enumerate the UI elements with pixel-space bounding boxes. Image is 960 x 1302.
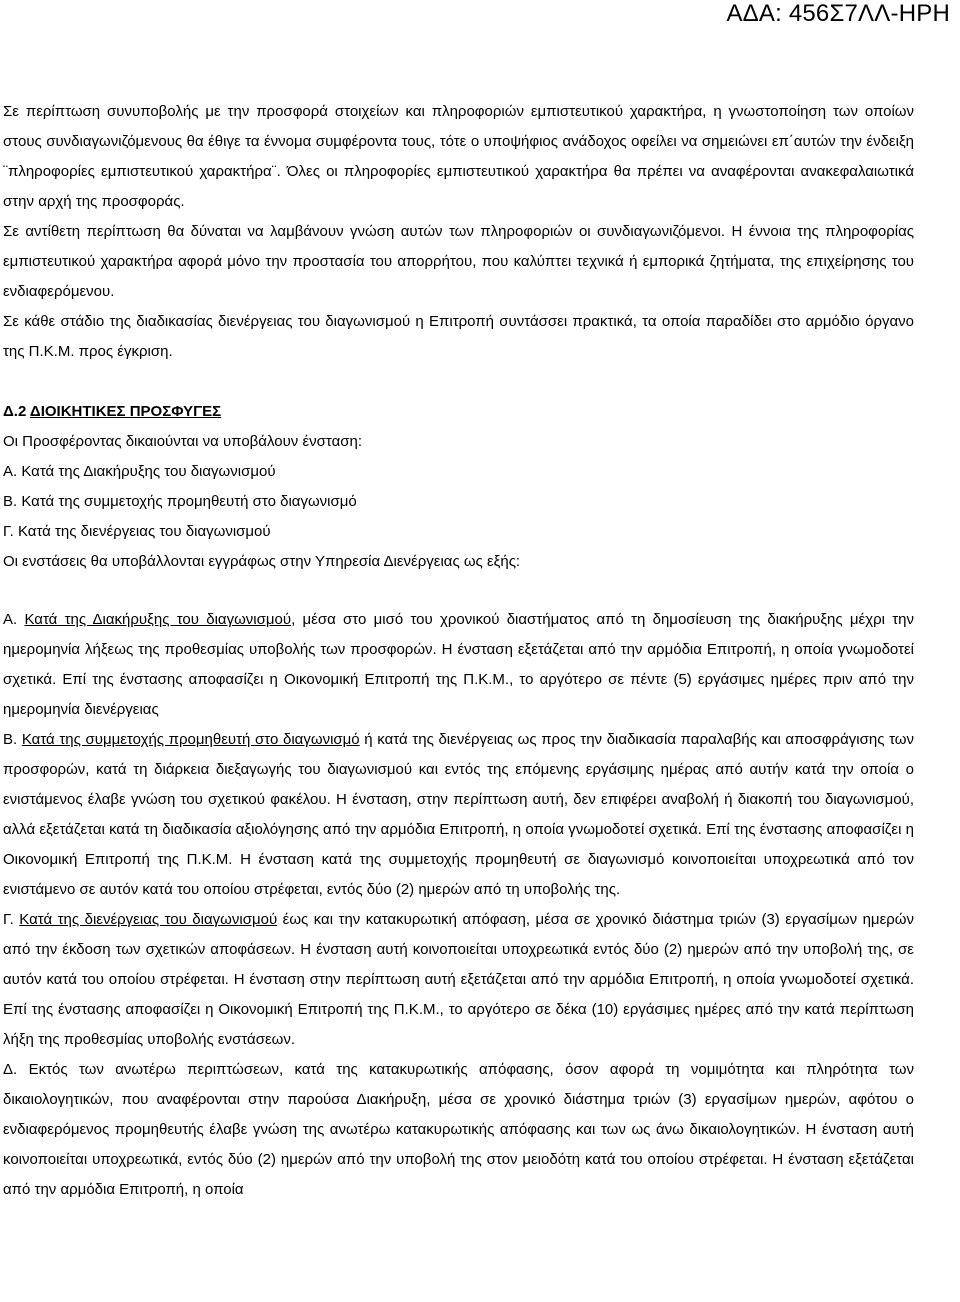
detail-letter: Α. xyxy=(3,611,25,628)
detail-paragraph-b xyxy=(3,725,914,905)
detail-text: ή κατά της διενέργειας ως προς την διαδικασία παραλαβής και αποσφράγισης των προσφορών, κατά τη διάρκεια διεξαγωγής του διαγωνισμού και εντός της επόμενης εργάσιμης ημέρας από αυτήν κατά την οποία ο ενιστάμενος έλαβε γνώση του σχετικού φακέλου. Η ένσταση, στην περίπτωση αυτή, δεν επιφέρει αναβολή ή διακοπή του διαγωνισμού, αλλά εξετάζεται κατά τη διαδικασία αξιολόγησης από την αρμόδια Επιτροπή, η οποία γνωμοδοτεί σχετικά. Επί της ένστασης αποφασίζει η Οικονομική Επιτροπή της Π.Κ.Μ. Η ένσταση κατά της συμμετοχής προμηθευτή σε διαγωνισμό κοινοποιείται υποχρεωτικά από τον ενιστάμενο σε αυτόν κατά του οποίου στρέφεται, εντός δύο (2) ημερών από τη υποβολής της. xyxy=(3,731,914,898)
section-lead: Οι Προσφέροντας δικαιούνται να υποβάλουν ένσταση: xyxy=(3,433,363,450)
detail-letter: Β. xyxy=(3,731,22,748)
detail-underlined: Κατά της συμμετοχής προμηθευτή στο διαγωνισμό xyxy=(21,731,360,748)
section-prefix: Δ.2 xyxy=(3,403,27,420)
detail-letter: Δ. xyxy=(3,1061,29,1078)
section-heading xyxy=(3,397,914,427)
paragraph-confidential: Σε περίπτωση συνυποβολής με την προσφορά στοιχείων και πληροφοριών εμπιστευτικού χαρακτήρα, η γνωστοποίηση των οποίων στους συνδιαγωνιζόμενους θα έθιγε τα έννομα συμφέροντα τους, τότε ο υποψήφιος ανάδοχος οφείλει να σημειώνει επ΄αυτών την ένδειξη ¨πληροφορίες εμπιστευτικού χαρακτήρα¨. Όλες οι πληροφορίες εμπιστευτικού χαρακτήρα θα πρέπει να αναφέρονται ανακεφαλαιωτικά στην αρχή της προσφοράς. xyxy=(3,103,914,210)
detail-underlined: Κατά της διενέργειας του διαγωνισμού xyxy=(19,911,278,928)
ada-header: ΑΔΑ: 456Σ7ΛΛ-ΗΡΗ xyxy=(726,0,950,27)
paragraph-committee-minutes: Σε κάθε στάδιο της διαδικασίας διενέργειας του διαγωνισμού η Επιτροπή συντάσσει πρακτικά, τα οποία παραδίδει στο αρμόδιο όργανο της Π.Κ.Μ. προς έγκριση. xyxy=(3,313,914,360)
detail-text: Εκτός των ανωτέρω περιπτώσεων, κατά της κατακυρωτικής απόφασης, όσον αφορά τη νομιμότητα και πληρότητα των δικαιολογητικών, που αναφέρονται στην παρούσα Διακήρυξη, μέσα σε χρονικό διάστημα τριών (3) εργασίμων ημερών, αφότου ο ενδιαφερόμενος προμηθευτής έλαβε γνώση της ανωτέρω κατακυρωτικής απόφασης και των ως άνω δικαιολογητικών. Η ένσταση αυτή κοινοποιείται υποχρεωτικά, εντός δύο (2) ημερών από την υποβολή της στον μειοδότη κατά του οποίου στρέφεται. Η ένσταση εξετάζεται από την αρμόδια Επιτροπή, η οποία xyxy=(3,1061,915,1198)
objection-item: Γ. Κατά της διενέργειας του διαγωνισμού xyxy=(3,523,271,540)
detail-underlined: Κατά της Διακήρυξης του διαγωνισμού xyxy=(24,611,292,628)
section-closing: Οι ενστάσεις θα υποβάλλονται εγγράφως στην Υπηρεσία Διενέργειας ως εξής: xyxy=(3,553,521,570)
objection-item: Α. Κατά της Διακήρυξης του διαγωνισμού xyxy=(3,463,276,480)
document-body xyxy=(3,97,914,1205)
detail-paragraph-c xyxy=(3,905,914,1055)
detail-paragraph-a xyxy=(3,605,914,725)
detail-text: έως και την κατακυρωτική απόφαση, μέσα σε χρονικό διάστημα τριών (3) εργασίμων ημερών από την έκδοση των σχετικών αποφάσεων. Η ένσταση αυτή κοινοποιείται υποχρεωτικά εντός δύο (2) ημερών από την υποβολή της, σε αυτόν κατά του οποίου στρέφεται. Η ένσταση στην περίπτωση αυτή εξετάζεται από την αρμόδια Επιτροπή, η οποία γνωμοδοτεί σχετικά. Επί της ένστασης αποφασίζει η Οικονομική Επιτροπή της Π.Κ.Μ., το αργότερο σε δέκα (10) εργάσιμες ημέρες από την κατά περίπτωση λήξη της προθεσμίας υποβολής ενστάσεων. xyxy=(3,911,915,1048)
section-title: ΔΙΟΙΚΗΤΙΚΕΣ ΠΡΟΣΦΥΓΕΣ xyxy=(29,403,222,420)
spacer xyxy=(3,367,914,397)
objection-item: Β. Κατά της συμμετοχής προμηθευτή στο διαγωνισμό xyxy=(3,493,357,510)
detail-paragraph-d xyxy=(3,1055,914,1205)
paragraph-confidential-continued: Σε αντίθετη περίπτωση θα δύναται να λαμβάνουν γνώση αυτών των πληροφοριών οι συνδιαγωνιζόμενοι. Η έννοια της πληροφορίας εμπιστευτικού χαρακτήρα αφορά μόνο την προστασία του απορρήτου, που καλύπτει τεχνικά ή εμπορικά ζητήματα, της επιχείρησης του ενδιαφερόμενου. xyxy=(3,223,914,300)
spacer xyxy=(3,577,914,605)
detail-text: , μέσα στο μισό του χρονικού διαστήματος από τη δημοσίευση της διακήρυξης μέχρι την ημερομηνία λήξεως της προθεσμίας υποβολής των προσφορών. Η ένσταση εξετάζεται από την αρμόδια Επιτροπή, η οποία γνωμοδοτεί σχετικά. Επί της ένστασης αποφασίζει η Οικονομική Επιτροπή της Π.Κ.Μ., το αργότερο σε πέντε (5) εργάσιμες ημέρες πριν από την ημερομηνία διενέργειας xyxy=(3,611,914,718)
detail-letter: Γ. xyxy=(3,911,20,928)
